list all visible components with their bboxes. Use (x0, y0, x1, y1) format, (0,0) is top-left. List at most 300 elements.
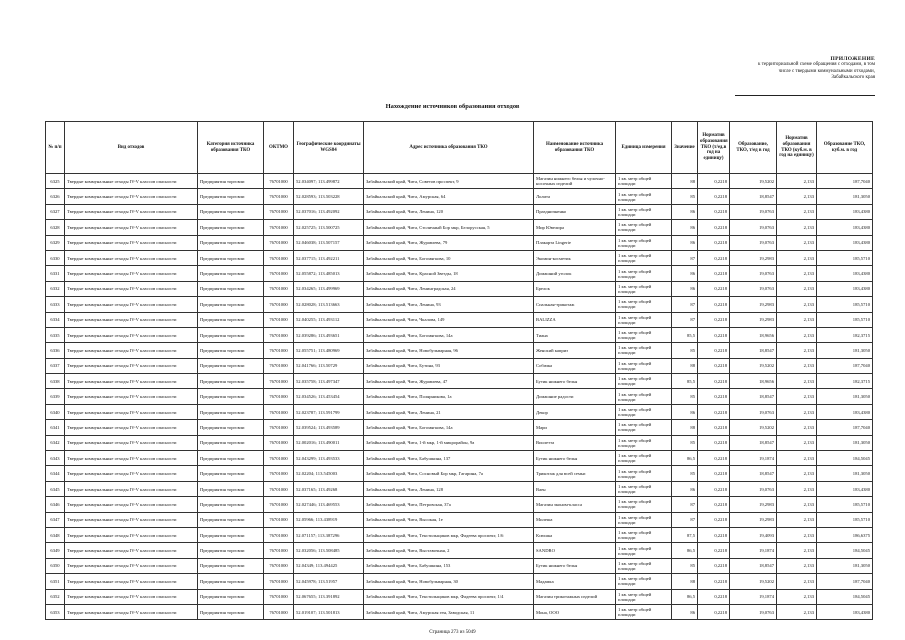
cell-formation-cubic: 187,7040 (817, 174, 873, 189)
cell-num: 6353 (46, 604, 65, 619)
cell-num: 6347 (46, 512, 65, 527)
cell-unit: 1 кв. метр общей площади (616, 435, 672, 450)
cell-coordinates: 52.034265; 113.499969 (294, 281, 364, 296)
cell-coordinates: 52.019107; 113.501813 (294, 604, 364, 619)
cell-num: 6346 (46, 497, 65, 512)
cell-value: 85 (672, 343, 698, 358)
cell-address: Забайкальский край, Чита, Новобульварная, 30 (364, 574, 534, 589)
appendix-header (635, 56, 875, 81)
cell-num: 6342 (46, 435, 65, 450)
cell-coordinates: 52.071157; 113.387296 (294, 527, 364, 542)
cell-formation-cubic: 185,5710 (817, 512, 873, 527)
cell-value: 85,5 (672, 374, 698, 389)
cell-source-name: Мона, ООО (534, 604, 616, 619)
cell-num: 6326 (46, 189, 65, 204)
cell-oktmo: 76701000 (264, 604, 294, 619)
table-row (46, 189, 873, 204)
cell-formation-tons: 19,1874 (730, 451, 777, 466)
cell-waste-type: Твердые коммунальные отходы IV-V классов опасности (65, 404, 198, 419)
cell-formation-tons: 18,8547 (730, 435, 777, 450)
cell-value: 87 (672, 250, 698, 265)
cell-oktmo: 76701000 (264, 343, 294, 358)
header-norm-cubic: Норматив образования ТКО (куб.м. в год на единицу) (777, 122, 817, 174)
cell-source-name: Домашний уголок (534, 266, 616, 281)
cell-value: 87 (672, 497, 698, 512)
cell-oktmo: 76701000 (264, 389, 294, 404)
cell-unit: 1 кв. метр общей площади (616, 527, 672, 542)
cell-coordinates: 52.02204; 113.545003 (294, 466, 364, 481)
table-row (46, 543, 873, 558)
cell-unit: 1 кв. метр общей площади (616, 358, 672, 373)
table-row (46, 281, 873, 296)
cell-unit: 1 кв. метр общей площади (616, 512, 672, 527)
appendix-underline (735, 95, 875, 96)
cell-value: 88 (672, 574, 698, 589)
cell-waste-type: Твердые коммунальные отходы IV-V классов опасности (65, 558, 198, 573)
table-row (46, 220, 873, 235)
cell-norm-tons: 0,2218 (698, 543, 730, 558)
cell-unit: 1 кв. метр общей площади (616, 204, 672, 219)
cell-norm-cubic: 2,133 (777, 204, 817, 219)
cell-source-name: Бутик нижнего белья (534, 558, 616, 573)
cell-formation-cubic: 181,3050 (817, 343, 873, 358)
cell-source-name: Спальная-трикотаж (534, 297, 616, 312)
cell-formation-cubic: 183,4380 (817, 481, 873, 496)
cell-norm-tons: 0,2218 (698, 420, 730, 435)
cell-address: Забайкальский край, Чита, Столичный Бор мкр, Белорусская, 5 (364, 220, 534, 235)
cell-norm-cubic: 2,133 (777, 604, 817, 619)
table-row (46, 497, 873, 512)
cell-source-name: Брелок (534, 281, 616, 296)
cell-coordinates: 52.025725; 113.500725 (294, 220, 364, 235)
cell-formation-cubic: 183,4380 (817, 204, 873, 219)
cell-norm-tons: 0,2218 (698, 204, 730, 219)
header-coordinates: Географические координаты WGS84 (294, 122, 364, 174)
cell-coordinates: 52.032056; 113.508485 (294, 543, 364, 558)
table-row (46, 451, 873, 466)
cell-unit: 1 кв. метр общей площади (616, 174, 672, 189)
cell-category: Предприятия торговли (198, 543, 264, 558)
cell-formation-tons: 19,5202 (730, 420, 777, 435)
cell-address: Забайкальский край, Чита, Бабушкина, 153 (364, 558, 534, 573)
cell-category: Предприятия торговли (198, 204, 264, 219)
cell-value: 86,5 (672, 543, 698, 558)
cell-waste-type: Твердые коммунальные отходы IV-V классов опасности (65, 481, 198, 496)
cell-num: 6337 (46, 358, 65, 373)
cell-address: Забайкальский край, Чита, Красной Звезды, 18 (364, 266, 534, 281)
table-row (46, 481, 873, 496)
cell-category: Предприятия торговли (198, 266, 264, 281)
table-row (46, 312, 873, 327)
cell-value: 87,5 (672, 527, 698, 542)
cell-norm-cubic: 2,133 (777, 435, 817, 450)
cell-value: 86 (672, 220, 698, 235)
cell-norm-cubic: 2,133 (777, 543, 817, 558)
cell-formation-cubic: 187,7040 (817, 420, 873, 435)
cell-unit: 1 кв. метр общей площади (616, 389, 672, 404)
cell-oktmo: 76701000 (264, 327, 294, 342)
table-row (46, 435, 873, 450)
cell-num: 6328 (46, 220, 65, 235)
cell-category: Предприятия торговли (198, 558, 264, 573)
cell-category: Предприятия торговли (198, 174, 264, 189)
cell-coordinates: 52.002016; 113.490011 (294, 435, 364, 450)
cell-formation-tons: 18,8547 (730, 343, 777, 358)
cell-formation-tons: 19,0763 (730, 204, 777, 219)
cell-value: 86,5 (672, 589, 698, 604)
cell-norm-cubic: 2,133 (777, 235, 817, 250)
cell-formation-cubic: 181,3050 (817, 466, 873, 481)
cell-formation-cubic: 183,4380 (817, 604, 873, 619)
cell-num: 6330 (46, 250, 65, 265)
cell-norm-cubic: 2,133 (777, 497, 817, 512)
cell-norm-tons: 0,2218 (698, 558, 730, 573)
table-row (46, 343, 873, 358)
cell-norm-cubic: 2,133 (777, 266, 817, 281)
cell-waste-type: Твердые коммунальные отходы IV-V классов опасности (65, 451, 198, 466)
cell-waste-type: Твердые коммунальные отходы IV-V классов опасности (65, 574, 198, 589)
cell-num: 6327 (46, 204, 65, 219)
cell-norm-tons: 0,2218 (698, 451, 730, 466)
cell-category: Предприятия торговли (198, 343, 264, 358)
cell-norm-tons: 0,2218 (698, 404, 730, 419)
table-row (46, 574, 873, 589)
cell-num: 6345 (46, 481, 65, 496)
cell-source-name: Лолита (534, 189, 616, 204)
cell-coordinates: 52.041766; 113.50729 (294, 358, 364, 373)
cell-unit: 1 кв. метр общей площади (616, 297, 672, 312)
cell-norm-cubic: 2,133 (777, 281, 817, 296)
cell-address: Забайкальский край, Чита, Бабушкина, 137 (364, 451, 534, 466)
cell-norm-cubic: 2,133 (777, 574, 817, 589)
cell-unit: 1 кв. метр общей площади (616, 497, 672, 512)
cell-formation-tons: 19,5202 (730, 574, 777, 589)
cell-oktmo: 76701000 (264, 220, 294, 235)
cell-formation-cubic: 183,4380 (817, 220, 873, 235)
cell-coordinates: 52.023787; 113.591799 (294, 404, 364, 419)
cell-unit: 1 кв. метр общей площади (616, 481, 672, 496)
cell-norm-cubic: 2,133 (777, 466, 817, 481)
cell-coordinates: 52.039286; 113.493651 (294, 327, 364, 342)
appendix-line: числе с твердыми коммунальными отходами, (778, 68, 875, 74)
cell-norm-cubic: 2,133 (777, 327, 817, 342)
cell-unit: 1 кв. метр общей площади (616, 558, 672, 573)
cell-norm-cubic: 2,133 (777, 404, 817, 419)
cell-oktmo: 76701000 (264, 235, 294, 250)
cell-unit: 1 кв. метр общей площади (616, 266, 672, 281)
cell-formation-tons: 18,9656 (730, 374, 777, 389)
cell-waste-type: Твердые коммунальные отходы IV-V классов опасности (65, 497, 198, 512)
cell-category: Предприятия торговли (198, 435, 264, 450)
cell-address: Забайкальский край, Чита, Сосновый Бор мкр, Гагарина, 7а (364, 466, 534, 481)
cell-category: Предприятия торговли (198, 589, 264, 604)
cell-formation-cubic: 181,3050 (817, 189, 873, 204)
cell-formation-tons: 18,8547 (730, 558, 777, 573)
table-row (46, 250, 873, 265)
table-row (46, 527, 873, 542)
cell-address: Забайкальский край, Чита, Советов проспект, 9 (364, 174, 534, 189)
cell-norm-cubic: 2,133 (777, 358, 817, 373)
cell-address: Забайкальский край, Чита, Журавлева, 79 (364, 235, 534, 250)
cell-num: 6350 (46, 558, 65, 573)
cell-formation-cubic: 185,5710 (817, 312, 873, 327)
cell-formation-cubic: 181,3050 (817, 389, 873, 404)
cell-oktmo: 76701000 (264, 250, 294, 265)
cell-unit: 1 кв. метр общей площади (616, 451, 672, 466)
cell-category: Предприятия торговли (198, 312, 264, 327)
cell-norm-tons: 0,2218 (698, 281, 730, 296)
cell-coordinates: 52.028028; 113.513663 (294, 297, 364, 312)
cell-norm-tons: 0,2218 (698, 266, 730, 281)
cell-norm-tons: 0,2218 (698, 512, 730, 527)
header-norm-tons: Норматив образования ТКО (т/ед.в год на единицу) (698, 122, 730, 174)
cell-source-name: Декор (534, 404, 616, 419)
cell-unit: 1 кв. метр общей площади (616, 343, 672, 358)
cell-formation-tons: 18,9656 (730, 327, 777, 342)
cell-waste-type: Твердые коммунальные отходы IV-V классов опасности (65, 235, 198, 250)
cell-num: 6334 (46, 312, 65, 327)
table-row (46, 235, 873, 250)
cell-unit: 1 кв. метр общей площади (616, 543, 672, 558)
cell-norm-tons: 0,2218 (698, 358, 730, 373)
cell-waste-type: Твердые коммунальные отходы IV-V классов опасности (65, 543, 198, 558)
cell-formation-tons: 18,8547 (730, 189, 777, 204)
cell-num: 6338 (46, 374, 65, 389)
cell-value: 86 (672, 281, 698, 296)
cell-num: 6333 (46, 297, 65, 312)
cell-num: 6340 (46, 404, 65, 419)
cell-address: Забайкальский край, Чита, Ленина, 120 (364, 204, 534, 219)
appendix-title: ПРИЛОЖЕНИЕ (830, 56, 875, 62)
cell-norm-tons: 0,2218 (698, 374, 730, 389)
cell-address: Забайкальский край, Чита, Текстильщиков мкр, Фадеева проспект, 1/4 (364, 589, 534, 604)
cell-address: Забайкальский край, Чита, Ленина, 21 (364, 404, 534, 419)
cell-address: Забайкальский край, Чита, Новобульварная, 96 (364, 343, 534, 358)
cell-formation-tons: 18,8547 (730, 389, 777, 404)
cell-num: 6352 (46, 589, 65, 604)
cell-waste-type: Твердые коммунальные отходы IV-V классов опасности (65, 174, 198, 189)
cell-norm-tons: 0,2218 (698, 312, 730, 327)
cell-source-name: Экомин-косметик (534, 250, 616, 265)
cell-waste-type: Твердые коммунальные отходы IV-V классов опасности (65, 420, 198, 435)
document-title: Нахождение источников образования отходов (385, 103, 520, 110)
cell-norm-cubic: 2,133 (777, 420, 817, 435)
cell-norm-tons: 0,2218 (698, 589, 730, 604)
cell-category: Предприятия торговли (198, 358, 264, 373)
cell-oktmo: 76701000 (264, 589, 294, 604)
cell-formation-cubic: 187,7040 (817, 574, 873, 589)
header-unit: Единица измерения (616, 122, 672, 174)
cell-unit: 1 кв. метр общей площади (616, 281, 672, 296)
cell-norm-cubic: 2,133 (777, 374, 817, 389)
cell-oktmo: 76701000 (264, 266, 294, 281)
cell-value: 88 (672, 174, 698, 189)
cell-waste-type: Твердые коммунальные отходы IV-V классов опасности (65, 374, 198, 389)
header-category: Категория источника образования ТКО (198, 122, 264, 174)
cell-value: 85 (672, 435, 698, 450)
header-value: Значение (672, 122, 698, 174)
cell-category: Предприятия торговли (198, 451, 264, 466)
cell-waste-type: Твердые коммунальные отходы IV-V классов опасности (65, 204, 198, 219)
cell-category: Предприятия торговли (198, 574, 264, 589)
cell-unit: 1 кв. метр общей площади (616, 574, 672, 589)
cell-unit: 1 кв. метр общей площади (616, 589, 672, 604)
cell-waste-type: Твердые коммунальные отходы IV-V классов опасности (65, 466, 198, 481)
cell-address: Забайкальский край, Чита, Богомягкова, 14а (364, 327, 534, 342)
cell-source-name: Бутик нижнего белья (534, 451, 616, 466)
cell-coordinates: 52.046038; 113.507157 (294, 235, 364, 250)
header-formation-tons: Образование, ТКО, т/ед в год (730, 122, 777, 174)
cell-category: Предприятия торговли (198, 235, 264, 250)
cell-norm-cubic: 2,133 (777, 312, 817, 327)
cell-source-name: Виолетта (534, 435, 616, 450)
cell-waste-type: Твердые коммунальные отходы IV-V классов опасности (65, 189, 198, 204)
cell-formation-tons: 19,1874 (730, 589, 777, 604)
cell-formation-tons: 19,2983 (730, 297, 777, 312)
cell-category: Предприятия торговли (198, 512, 264, 527)
cell-value: 86,5 (672, 451, 698, 466)
cell-source-name: Магазин нижнего белья и чулочно-носочных изделий (534, 174, 616, 189)
sources-table (45, 121, 873, 620)
cell-category: Предприятия торговли (198, 374, 264, 389)
cell-formation-cubic: 185,5710 (817, 497, 873, 512)
table-row (46, 374, 873, 389)
cell-oktmo: 76701000 (264, 451, 294, 466)
cell-norm-tons: 0,2218 (698, 497, 730, 512)
table-row (46, 266, 873, 281)
cell-waste-type: Твердые коммунальные отходы IV-V классов опасности (65, 512, 198, 527)
cell-waste-type: Твердые коммунальные отходы IV-V классов опасности (65, 358, 198, 373)
cell-coordinates: 52.035758; 113.497347 (294, 374, 364, 389)
cell-formation-cubic: 182,3715 (817, 327, 873, 342)
cell-formation-tons: 19,1874 (730, 543, 777, 558)
cell-value: 86 (672, 235, 698, 250)
cell-source-name: Праздничненко (534, 204, 616, 219)
cell-norm-tons: 0,2218 (698, 466, 730, 481)
cell-unit: 1 кв. метр общей площади (616, 220, 672, 235)
cell-num: 6348 (46, 527, 65, 542)
cell-norm-tons: 0,2218 (698, 527, 730, 542)
cell-coordinates: 52.045978; 113.51957 (294, 574, 364, 589)
cell-waste-type: Твердые коммунальные отходы IV-V классов опасности (65, 343, 198, 358)
cell-norm-tons: 0,2218 (698, 327, 730, 342)
cell-formation-cubic: 185,5710 (817, 250, 873, 265)
cell-source-name: Бутик нижнего белья (534, 374, 616, 389)
cell-coordinates: 52.04349; 113.494425 (294, 558, 364, 573)
cell-waste-type: Твердые коммунальные отходы IV-V классов опасности (65, 266, 198, 281)
cell-oktmo: 76701000 (264, 281, 294, 296)
cell-formation-tons: 19,0763 (730, 481, 777, 496)
header-formation-cubic: Образование ТКО, куб.м. в год (817, 122, 873, 174)
cell-category: Предприятия торговли (198, 604, 264, 619)
cell-num: 6331 (46, 266, 65, 281)
cell-num: 6343 (46, 451, 65, 466)
cell-unit: 1 кв. метр общей площади (616, 466, 672, 481)
cell-coordinates: 52.055751; 113.480969 (294, 343, 364, 358)
cell-oktmo: 76701000 (264, 204, 294, 219)
cell-oktmo: 76701000 (264, 435, 294, 450)
cell-norm-cubic: 2,133 (777, 451, 817, 466)
cell-address: Забайкальский край, Чита, Ленина, 93 (364, 297, 534, 312)
cell-norm-tons: 0,2218 (698, 343, 730, 358)
cell-oktmo: 76701000 (264, 558, 294, 573)
cell-num: 6349 (46, 543, 65, 558)
table-row (46, 558, 873, 573)
cell-unit: 1 кв. метр общей площади (616, 235, 672, 250)
cell-oktmo: 76701000 (264, 481, 294, 496)
cell-value: 85 (672, 466, 698, 481)
cell-num: 6344 (46, 466, 65, 481)
cell-oktmo: 76701000 (264, 420, 294, 435)
cell-source-name: Мари (534, 420, 616, 435)
cell-source-name: Ваен (534, 481, 616, 496)
cell-formation-cubic: 181,3050 (817, 558, 873, 573)
cell-category: Предприятия торговли (198, 404, 264, 419)
cell-source-name: SANDRO (534, 543, 616, 558)
cell-address: Забайкальский край, Чита, Ленинградская, 24 (364, 281, 534, 296)
cell-coordinates: 52.027446; 113.469553 (294, 497, 364, 512)
cell-category: Предприятия торговли (198, 497, 264, 512)
cell-norm-tons: 0,2218 (698, 174, 730, 189)
cell-norm-cubic: 2,133 (777, 481, 817, 496)
cell-formation-cubic: 183,4380 (817, 235, 873, 250)
cell-category: Предприятия торговли (198, 389, 264, 404)
cell-norm-tons: 0,2218 (698, 604, 730, 619)
header-source-name: Наименование источника образования ТКО (534, 122, 616, 174)
cell-num: 6341 (46, 420, 65, 435)
cell-norm-cubic: 2,133 (777, 189, 817, 204)
cell-unit: 1 кв. метр общей площади (616, 312, 672, 327)
cell-waste-type: Твердые коммунальные отходы IV-V классов опасности (65, 589, 198, 604)
cell-source-name: Трикотаж для всей семьи (534, 466, 616, 481)
cell-value: 85 (672, 189, 698, 204)
cell-formation-tons: 18,8547 (730, 466, 777, 481)
cell-formation-cubic: 181,3050 (817, 435, 873, 450)
cell-address: Забайкальский край, Чита, Ленина, 128 (364, 481, 534, 496)
cell-source-name: Домашние радости (534, 389, 616, 404)
cell-formation-tons: 19,0763 (730, 220, 777, 235)
cell-category: Предприятия торговли (198, 466, 264, 481)
cell-value: 87 (672, 512, 698, 527)
cell-norm-cubic: 2,133 (777, 527, 817, 542)
cell-unit: 1 кв. метр общей площади (616, 374, 672, 389)
cell-waste-type: Твердые коммунальные отходы IV-V классов опасности (65, 389, 198, 404)
cell-formation-tons: 19,0763 (730, 604, 777, 619)
cell-source-name: Женский каприз (534, 343, 616, 358)
cell-unit: 1 кв. метр общей площади (616, 250, 672, 265)
cell-value: 85 (672, 558, 698, 573)
cell-source-name: Тиана (534, 327, 616, 342)
cell-oktmo: 76701000 (264, 312, 294, 327)
cell-waste-type: Твердые коммунальные отходы IV-V классов опасности (65, 435, 198, 450)
cell-address: Забайкальский край, Чита, Высокая, 1е (364, 512, 534, 527)
cell-formation-cubic: 184,5045 (817, 543, 873, 558)
cell-norm-tons: 0,2218 (698, 481, 730, 496)
cell-oktmo: 76701000 (264, 527, 294, 542)
table-row (46, 297, 873, 312)
cell-unit: 1 кв. метр общей площади (616, 604, 672, 619)
cell-norm-cubic: 2,133 (777, 343, 817, 358)
cell-num: 6351 (46, 574, 65, 589)
cell-value: 88 (672, 420, 698, 435)
cell-category: Предприятия торговли (198, 281, 264, 296)
cell-oktmo: 76701000 (264, 574, 294, 589)
cell-norm-tons: 0,2218 (698, 389, 730, 404)
cell-formation-cubic: 185,5710 (817, 297, 873, 312)
cell-formation-tons: 19,2983 (730, 312, 777, 327)
header-num: № п/п (46, 122, 65, 174)
cell-category: Предприятия торговли (198, 420, 264, 435)
